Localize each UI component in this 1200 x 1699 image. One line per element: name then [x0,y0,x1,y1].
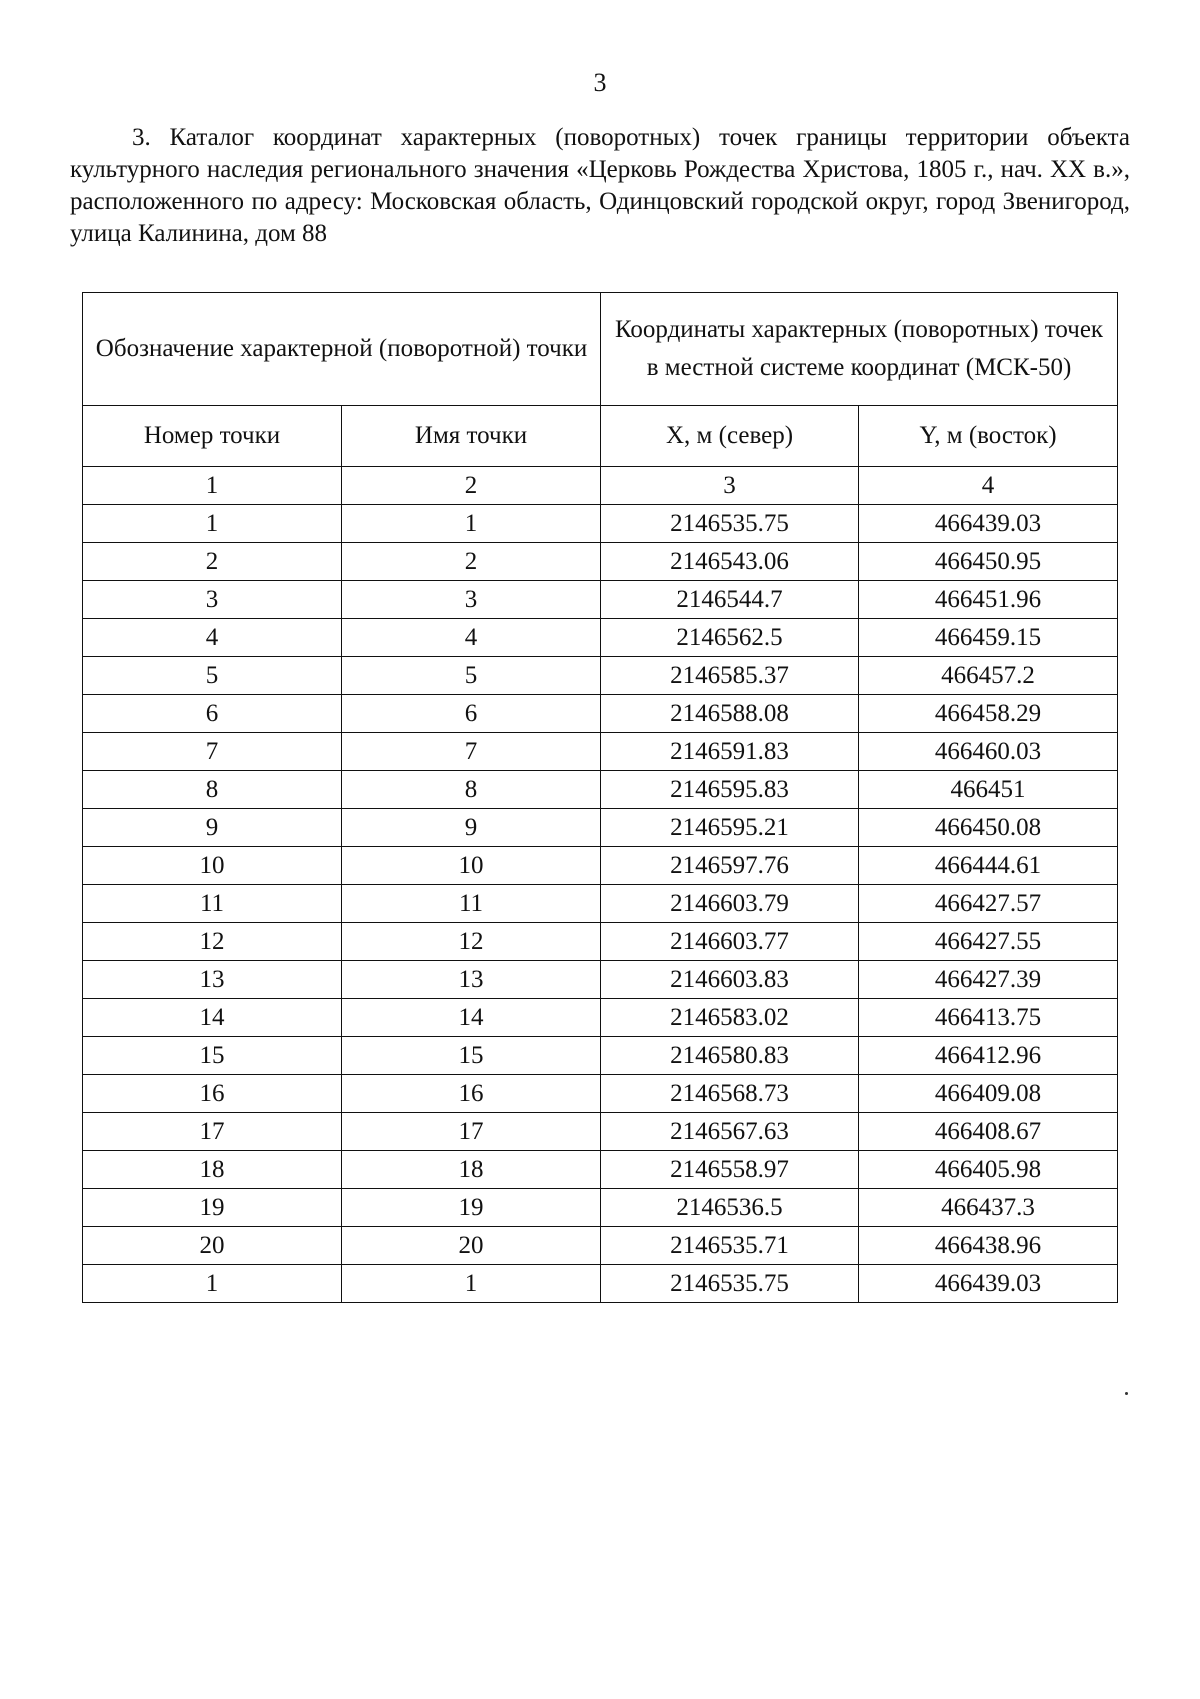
cell-x: 2146535.75 [601,505,859,543]
cell-x: 2146603.83 [601,961,859,999]
cell-x: 2146595.83 [601,771,859,809]
cell-point-name: 2 [342,543,601,581]
cell-y: 466460.03 [859,733,1118,771]
cell-point-name: 4 [342,619,601,657]
cell-x: 2146603.77 [601,923,859,961]
cell-point-number: 17 [83,1113,342,1151]
header-point-number: Номер точки [83,406,342,467]
cell-point-name: 9 [342,809,601,847]
table-row [83,1227,1118,1265]
cell-point-number: 6 [83,695,342,733]
intro-paragraph: 3. Каталог координат характерных (поворотных) точек границы территории объекта культурного наследия регионального значения «Церковь Рождества Христова, 1805 г., нач. XX в.», расположенного по адресу: Московская область, Одинцовский городской округ, город Звенигород, улица Калинина, дом 88 [70,124,1130,247]
header-point-name: Имя точки [342,406,601,467]
cell-point-name: 10 [342,847,601,885]
cell-point-name: 20 [342,1227,601,1265]
header-x: X, м (север) [601,406,859,467]
cell-point-number: 1 [83,505,342,543]
cell-y: 466413.75 [859,999,1118,1037]
table-row [83,619,1118,657]
cell-point-number: 7 [83,733,342,771]
header-designation: Обозначение характерной (поворотной) точки [83,293,601,406]
table-row [83,847,1118,885]
cell-point-name: 15 [342,1037,601,1075]
cell-point-name: 17 [342,1113,601,1151]
cell-point-name: 14 [342,999,601,1037]
cell-x: 2146583.02 [601,999,859,1037]
table-row [83,733,1118,771]
header-y: Y, м (восток) [859,406,1118,467]
cell-x: 2146543.06 [601,543,859,581]
cell-point-name: 18 [342,1151,601,1189]
cell-point-name: 11 [342,885,601,923]
cell-point-number: 2 [83,543,342,581]
column-number: 1 [83,467,342,505]
table-subheader-row [83,406,1118,467]
table-row [83,771,1118,809]
cell-point-number: 18 [83,1151,342,1189]
cell-point-number: 5 [83,657,342,695]
cell-x: 2146535.71 [601,1227,859,1265]
cell-point-number: 8 [83,771,342,809]
cell-x: 2146580.83 [601,1037,859,1075]
cell-point-name: 8 [342,771,601,809]
cell-y: 466457.2 [859,657,1118,695]
table-row [83,543,1118,581]
cell-point-number: 10 [83,847,342,885]
cell-point-name: 19 [342,1189,601,1227]
cell-point-name: 12 [342,923,601,961]
table-row [83,695,1118,733]
cell-point-name: 5 [342,657,601,695]
table-header-row [83,293,1118,406]
column-number-row [83,467,1118,505]
cell-y: 466405.98 [859,1151,1118,1189]
cell-y: 466427.57 [859,885,1118,923]
cell-point-number: 1 [83,1265,342,1303]
cell-x: 2146588.08 [601,695,859,733]
cell-y: 466451.96 [859,581,1118,619]
cell-point-name: 1 [342,505,601,543]
cell-point-name: 1 [342,1265,601,1303]
cell-x: 2146603.79 [601,885,859,923]
cell-y: 466437.3 [859,1189,1118,1227]
cell-point-number: 19 [83,1189,342,1227]
cell-point-number: 12 [83,923,342,961]
cell-point-name: 16 [342,1075,601,1113]
cell-y: 466444.61 [859,847,1118,885]
cell-y: 466408.67 [859,1113,1118,1151]
cell-x: 2146591.83 [601,733,859,771]
cell-x: 2146536.5 [601,1189,859,1227]
table-row [83,581,1118,619]
cell-y: 466439.03 [859,1265,1118,1303]
table-row [83,1265,1118,1303]
cell-point-number: 3 [83,581,342,619]
column-number: 2 [342,467,601,505]
table-row [83,1151,1118,1189]
cell-y: 466412.96 [859,1037,1118,1075]
cell-point-number: 15 [83,1037,342,1075]
cell-point-number: 14 [83,999,342,1037]
cell-y: 466451 [859,771,1118,809]
cell-y: 466450.08 [859,809,1118,847]
table-row [83,961,1118,999]
cell-y: 466450.95 [859,543,1118,581]
table-row [83,1113,1118,1151]
cell-point-name: 13 [342,961,601,999]
table-row [83,809,1118,847]
table-row [83,1075,1118,1113]
cell-y: 466427.39 [859,961,1118,999]
cell-x: 2146558.97 [601,1151,859,1189]
cell-point-name: 3 [342,581,601,619]
cell-x: 2146595.21 [601,809,859,847]
cell-x: 2146544.7 [601,581,859,619]
cell-x: 2146567.63 [601,1113,859,1151]
cell-point-name: 6 [342,695,601,733]
cell-point-number: 16 [83,1075,342,1113]
table-row [83,505,1118,543]
scan-speck [1125,1392,1128,1395]
header-coordinates: Координаты характерных (поворотных) точек в местной системе координат (МСК-50) [601,293,1118,406]
cell-point-number: 11 [83,885,342,923]
page-number: 3 [593,68,607,97]
table-row [83,923,1118,961]
table-row [83,657,1118,695]
cell-x: 2146568.73 [601,1075,859,1113]
coordinates-table [82,292,1118,1303]
table-row [83,1037,1118,1075]
column-number: 3 [601,467,859,505]
cell-y: 466438.96 [859,1227,1118,1265]
cell-y: 466409.08 [859,1075,1118,1113]
table-row [83,999,1118,1037]
cell-point-name: 7 [342,733,601,771]
cell-x: 2146597.76 [601,847,859,885]
cell-point-number: 13 [83,961,342,999]
cell-x: 2146585.37 [601,657,859,695]
cell-x: 2146535.75 [601,1265,859,1303]
cell-y: 466439.03 [859,505,1118,543]
cell-point-number: 4 [83,619,342,657]
column-number: 4 [859,467,1118,505]
cell-x: 2146562.5 [601,619,859,657]
table-row [83,885,1118,923]
cell-y: 466427.55 [859,923,1118,961]
table-row [83,1189,1118,1227]
cell-y: 466459.15 [859,619,1118,657]
cell-point-number: 9 [83,809,342,847]
cell-y: 466458.29 [859,695,1118,733]
cell-point-number: 20 [83,1227,342,1265]
